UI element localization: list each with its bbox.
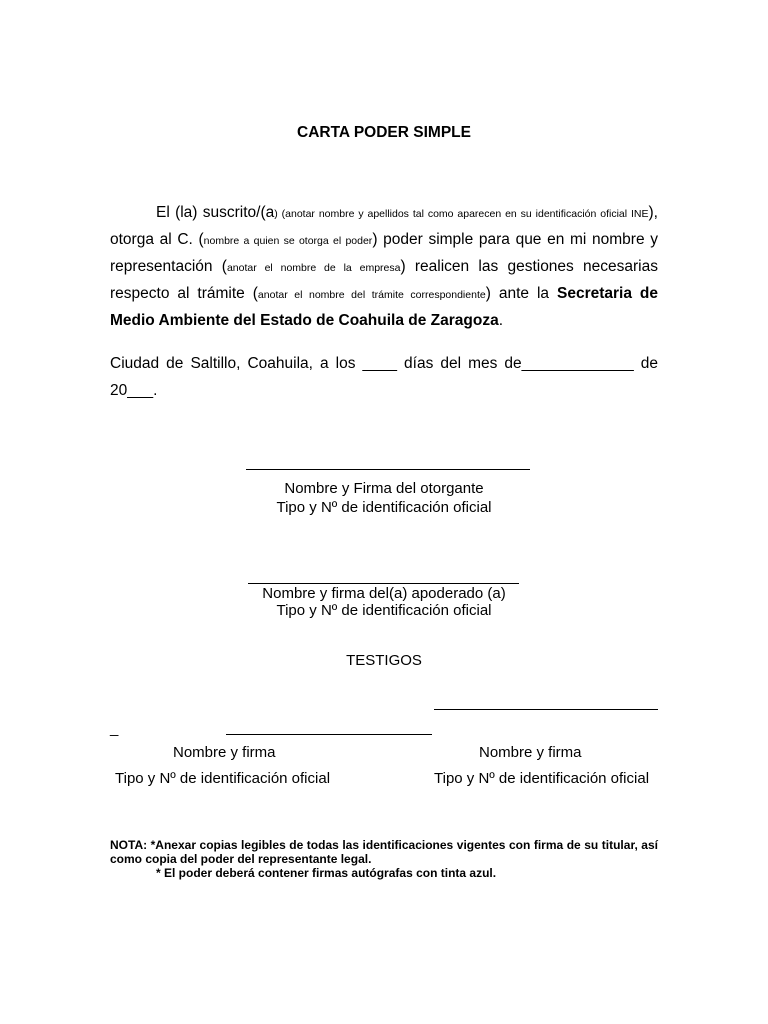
date-paragraph: Ciudad de Saltillo, Coahuila, a los ____ días del mes de_____________ de 20___. xyxy=(110,355,658,399)
nota-line-1: NOTA: *Anexar copias legibles de todas las identificaciones vigentes con firma de su titular, así como copia del poder del representante legal. xyxy=(110,838,658,866)
body-text-1: El (la) suscrito/(a xyxy=(156,204,275,221)
testigos-heading: TESTIGOS xyxy=(346,652,422,669)
agency-name: Secretaria de Medio Ambiente del Estado de Coahuila de Zaragoza xyxy=(110,285,659,329)
witness-left-signature-line xyxy=(226,734,432,735)
stray-underscore: _ xyxy=(110,720,119,737)
body-note-4: anotar el nombre del trámite correspondiente xyxy=(257,289,486,301)
document-title: CARTA PODER SIMPLE xyxy=(297,124,471,141)
apoderado-id-label: Tipo y Nº de identificación oficial xyxy=(276,602,492,619)
witness-right-id-label: Tipo y Nº de identificación oficial xyxy=(434,770,650,787)
otorgante-id-label: Tipo y Nº de identificación oficial xyxy=(276,499,492,516)
body-text-3: ) poder simple para que en mi nombre y representación ( xyxy=(110,231,658,275)
body-text-2: ), otorga al C. ( xyxy=(110,204,658,248)
body-note-2: nombre a quien se otorga el poder xyxy=(203,235,373,247)
otorgante-signature-line xyxy=(246,469,530,470)
witness-right-name-label: Nombre y firma xyxy=(479,744,582,761)
body-text-4: ) realicen las gestiones necesarias respecto al trámite ( xyxy=(110,258,658,302)
witness-right-signature-line xyxy=(434,709,658,710)
witness-left-name-label: Nombre y firma xyxy=(173,744,276,761)
nota-block xyxy=(110,838,658,880)
body-text-5: ) ante la xyxy=(485,285,557,302)
nota-line-2: * El poder deberá contener firmas autógrafas con tinta azul. xyxy=(156,866,497,880)
body-note-3: anotar el nombre de la empresa xyxy=(226,262,401,274)
body-paragraph xyxy=(110,200,658,333)
body-text-6: . xyxy=(498,312,504,329)
otorgante-name-label: Nombre y Firma del otorgante xyxy=(284,480,484,497)
apoderado-name-label: Nombre y firma del(a) apoderado (a) xyxy=(262,585,506,602)
witness-left-id-label: Tipo y Nº de identificación oficial xyxy=(115,770,331,787)
body-note-1: ) (anotar nombre y apellidos tal como aparecen en su identificación oficial INE xyxy=(274,208,649,220)
apoderado-signature-line xyxy=(248,583,519,584)
